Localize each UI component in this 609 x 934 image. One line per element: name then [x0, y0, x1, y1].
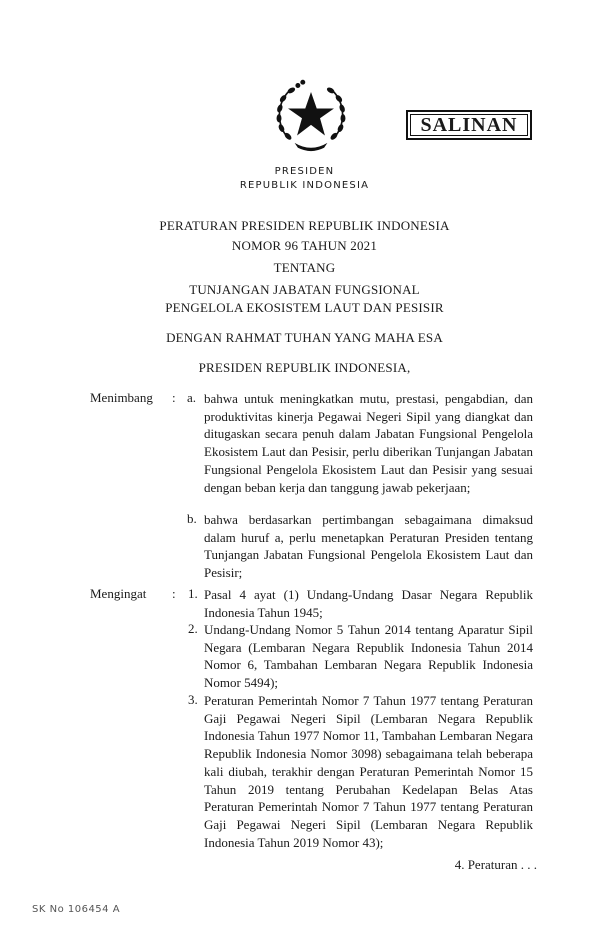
menimbang-marker-b: b.	[187, 511, 197, 526]
mengingat-item-2: Undang-Undang Nomor 5 Tahun 2014 tentang Aparatur Sipil Negara (Lembaran Negara Republik Indonesia Tahun 2014 Nomor 6, Tambahan Lembaran Negara Republik Indonesia Nomor 5494);	[204, 622, 533, 691]
regulation-subject-line2: PENGELOLA EKOSISTEM LAUT DAN PESISIR	[165, 300, 444, 315]
regulation-tentang: TENTANG	[273, 260, 336, 275]
mengingat-item-3: Peraturan Pemerintah Nomor 7 Tahun 1977 tentang Peraturan Gaji Pegawai Negeri Sipil (Lembaran Negara Republik Indonesia Tahun 1977 Nomor 11, Tambahan Lembaran Negara Republik Indonesia Nomor 3098) sebagaimana telah beberapa kali diubah, terakhir dengan Peraturan Pemerintah Nomor 15 Tahun 2019 tentang Perubahan Kedelapan Belas Atas Peraturan Pemerintah Nomor 7 Tahun 1977 tentang Peraturan Gaji Pegawai Negeri Sipil (Lembaran Negara Republik Indonesia Tahun 2019 Nomor 43);	[204, 693, 533, 850]
menimbang-item-a: bahwa untuk meningkatkan mutu, prestasi, pengabdian, dan produktivitas kinerja Pegawai Negeri Sipil yang diangkat dan ditugaskan secara penuh dalam Jabatan Fungsional Pengelola Ekosistem Laut dan Pesisir, perlu diberikan Tunjangan Jabatan Fungsional Pengelola Ekosistem Laut dan Pesisir yang sesuai dengan beban kerja dan tanggung jawab pekerjaan;	[204, 391, 533, 495]
mengingat-label: Mengingat	[90, 586, 147, 601]
mengingat-marker-2: 2.	[188, 621, 198, 636]
office-line-republik: REPUBLIK INDONESIA	[239, 180, 370, 191]
menimbang-colon: :	[172, 390, 176, 405]
regulation-subject-line1: TUNJANGAN JABATAN FUNGSIONAL	[189, 282, 420, 297]
salinan-stamp	[406, 110, 532, 140]
menimbang-label: Menimbang	[90, 390, 153, 405]
regulation-number: NOMOR 96 TAHUN 2021	[231, 238, 378, 253]
page-continuation: 4. Peraturan . . .	[454, 857, 537, 872]
mengingat-colon: :	[172, 586, 176, 601]
mengingat-marker-1: 1.	[188, 586, 198, 601]
regulation-president: PRESIDEN REPUBLIK INDONESIA,	[198, 360, 411, 375]
star-wreath-emblem-icon	[270, 74, 352, 156]
menimbang-item-b: bahwa berdasarkan pertimbangan sebagaimana dimaksud dalam huruf a, perlu menetapkan Peraturan Presiden tentang Tunjangan Jabatan Fungsional Pengelola Ekosistem Laut dan Pesisir;	[204, 512, 533, 581]
regulation-invocation: DENGAN RAHMAT TUHAN YANG MAHA ESA	[166, 330, 443, 345]
salinan-stamp-text: SALINAN	[420, 113, 518, 136]
mengingat-item-1: Pasal 4 ayat (1) Undang-Undang Dasar Negara Republik Indonesia Tahun 1945;	[204, 587, 533, 620]
regulation-title: PERATURAN PRESIDEN REPUBLIK INDONESIA	[159, 218, 450, 233]
mengingat-marker-3: 3.	[188, 692, 198, 707]
document-serial-number: SK No 106454 A	[32, 904, 121, 915]
office-line-presiden: PRESIDEN	[274, 166, 335, 177]
menimbang-marker-a: a.	[187, 390, 197, 405]
